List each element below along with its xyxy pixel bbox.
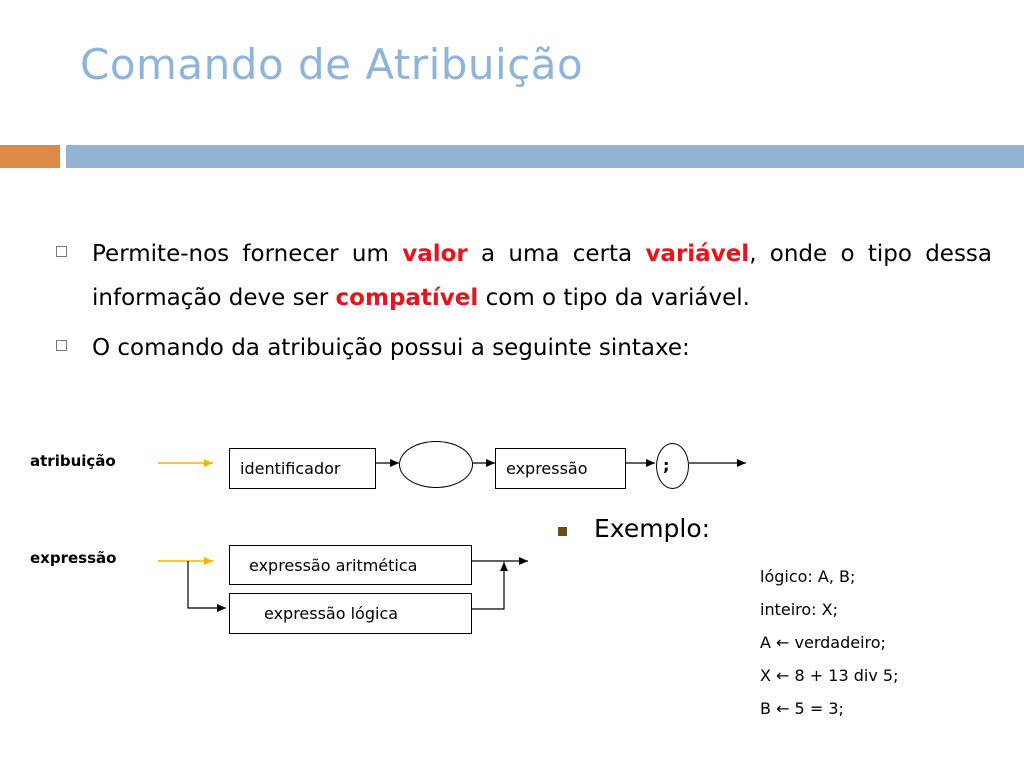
highlight-variavel: variável [645,241,750,267]
code-line: X ← 8 + 13 div 5; [760,666,899,685]
terminator-semicolon: ; [663,456,670,475]
terminator-ellipse [656,443,689,489]
box-expressao-logica [229,593,472,634]
assignment-symbol-ellipse [399,441,473,488]
highlight-compativel: compatível [335,285,479,311]
bullet-2-text: O comando da atribuição possui a seguinte sintaxe: [92,335,690,361]
bullet-1-text-b: a uma certa [467,241,646,267]
code-line: B ← 5 = 3; [760,699,844,718]
box-aritmetica-label: expressão aritmética [249,555,418,575]
code-line: inteiro: X; [760,600,838,619]
exemplo-heading: Exemplo: [594,514,711,543]
box-expressao-aritmetica [229,545,472,585]
exemplo-bullet [558,514,710,543]
box-logica-label: expressão lógica [264,604,399,623]
filled-square-bullet-icon [558,527,567,536]
code-line: A ← verdadeiro; [760,633,886,652]
bullet-1-text-a: Permite-nos fornecer um [92,241,403,267]
branch-line-logica [188,561,226,608]
highlight-valor: valor [402,241,468,267]
syntax-label-expressao: expressão [30,549,117,567]
code-line: lógico: A, B; [760,567,856,586]
slide-title: Comando de Atribuição [80,40,584,89]
box-expressao-label: expressão [506,459,588,478]
box-expressao [495,448,626,489]
bullet-1-text-d: com o tipo da variável. [478,285,750,311]
syntax-label-atribuicao: atribuição [30,452,116,470]
merge-line-logica [472,562,504,609]
box-identificador-label: identificador [240,459,341,478]
exemplo-code [760,560,898,725]
bullet-1-text-c: , onde o tipo dessa informação deve ser [92,241,993,311]
box-identificador [229,448,376,489]
